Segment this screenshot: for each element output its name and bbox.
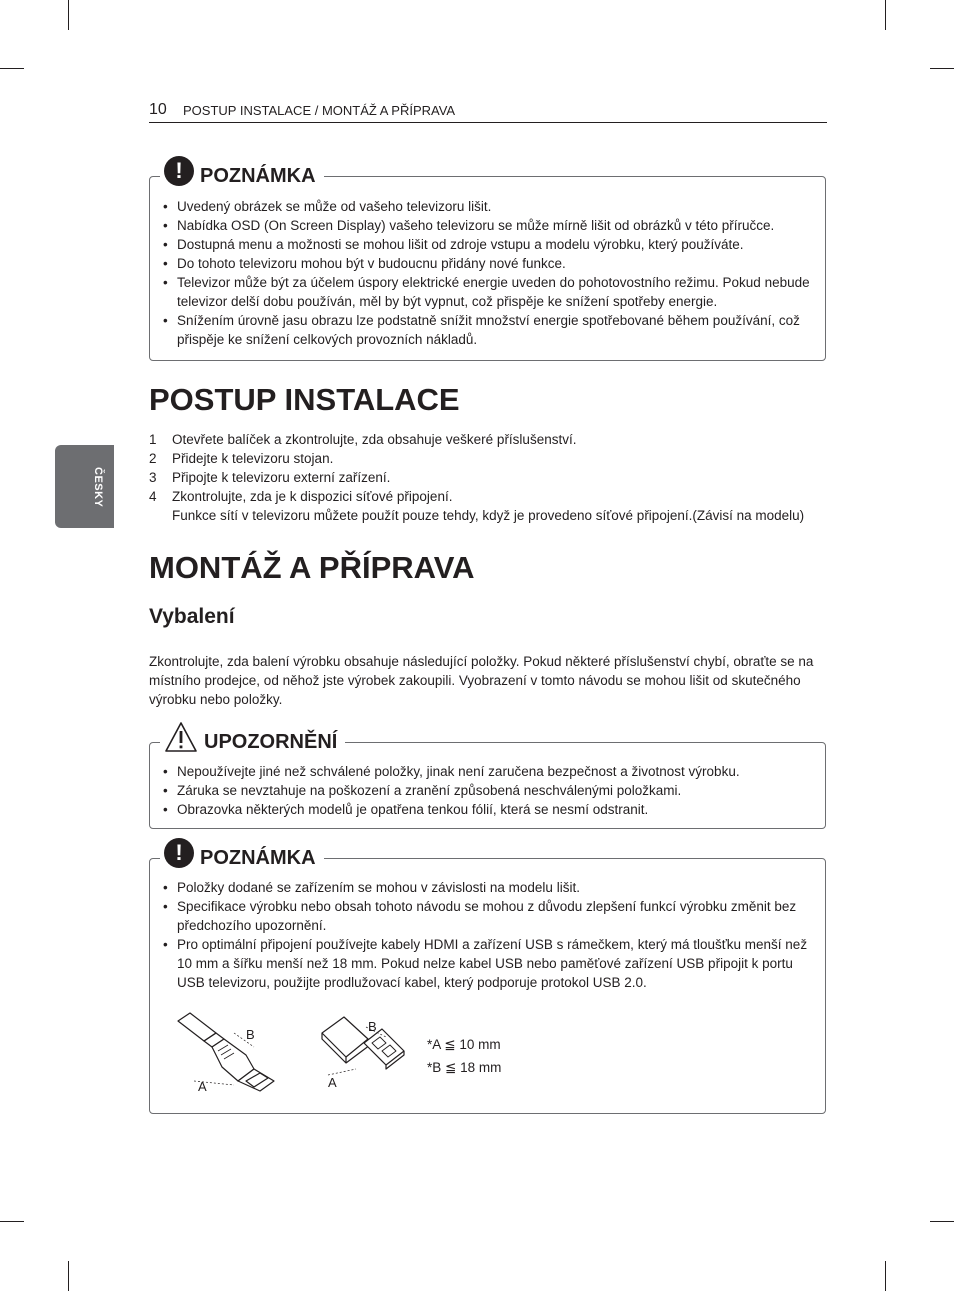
list-item: • Záruka se nevztahuje na poškození a zranění způsobená neschválenými položkami. (163, 781, 815, 800)
step-text: Připojte k televizoru externí zařízení. (172, 470, 391, 485)
note-box (149, 840, 826, 1114)
hdmi-connector-illustration (174, 1011, 294, 1093)
list-item (149, 468, 839, 487)
list-item (149, 430, 839, 449)
page-header (149, 100, 827, 123)
note-header (160, 153, 324, 187)
list-item (149, 506, 839, 525)
caution-header (160, 719, 345, 753)
note-header (160, 835, 324, 869)
exclamation-circle-icon: ! (164, 838, 194, 868)
step-note: Funkce sítí v televizoru můžete použít pouze tehdy, když je provedeno síťové připojení.(Závisí na modelu) (172, 508, 805, 523)
crop-mark (930, 68, 954, 69)
page-number: 10 (149, 101, 167, 118)
list-item: • Do tohoto televizoru mohou být v budoucnu přidány nové funkce. (163, 254, 815, 273)
note-title: POZNÁMKA (200, 847, 316, 869)
crop-mark (885, 1261, 886, 1291)
list-item: • Nabídka OSD (On Screen Display) vašeho televizoru se může mírně lišit od obrázků v této příručce. (163, 216, 815, 235)
list-item: • Dostupná menu a možnosti se mohou lišit od zdroje vstupu a modelu výrobku, který používáte. (163, 235, 815, 254)
step-text: Přidejte k televizoru stojan. (172, 451, 334, 466)
language-tab-label: ČESKY (92, 467, 104, 508)
caution-title: UPOZORNĚNÍ (204, 731, 338, 753)
install-steps (149, 430, 839, 525)
note-box (149, 158, 826, 361)
list-item (149, 449, 839, 468)
list-item (149, 487, 839, 506)
crop-mark (0, 68, 24, 69)
section-title-assembly: MONTÁŽ A PŘÍPRAVA (149, 550, 475, 585)
running-head: POSTUP INSTALACE / MONTÁŽ A PŘÍPRAVA (183, 103, 456, 118)
list-item: • Pro optimální připojení používejte kabely HDMI a zařízení USB s rámečkem, který má tloušťku menší než 10 mm a šířku menší než 18 mm. Pokud nelze kabel USB nebo paměťové zařízení USB připojit k portu USB televizoru, použijte prodlužovací kabel, který podporuje protokol USB 2.0. (163, 935, 815, 992)
crop-mark (68, 1261, 69, 1291)
note-title: POZNÁMKA (200, 165, 316, 187)
list-item: • Specifikace výrobku nebo obsah tohoto návodu se mohou z důvodu zlepšení funkcí výrobku změnit bez předchozího upozornění. (163, 897, 815, 935)
caution-list (163, 762, 815, 819)
dimension-a: *A ≦ 10 mm (427, 1037, 501, 1052)
step-text: Otevřete balíček a zkontrolujte, zda obsahuje veškeré příslušenství. (172, 432, 577, 447)
hdmi-label-b: B (246, 1027, 255, 1042)
list-item: • Nepoužívejte jiné než schválené položky, jinak není zaručena bezpečnost a životnost výrobku. (163, 762, 815, 781)
list-item: • Uvedený obrázek se může od vašeho televizoru lišit. (163, 197, 815, 216)
step-number: 1 (149, 432, 157, 447)
hdmi-label-a: A (198, 1079, 207, 1093)
note-list (163, 197, 815, 349)
usb-label-b: B (368, 1019, 377, 1034)
caution-box (149, 731, 826, 829)
usb-label-a: A (328, 1075, 337, 1090)
dimension-notes (427, 1033, 501, 1079)
dimension-b: *B ≦ 18 mm (427, 1060, 502, 1075)
list-item: • Televizor může být za účelem úspory elektrické energie uveden do pohotovostního režimu. Pokud nebude televizor delší dobu používán, měl by být vypnut, což přispěje ke snížení spotřeby energie. (163, 273, 815, 311)
crop-mark (68, 0, 69, 30)
exclamation-circle-icon: ! (164, 156, 194, 186)
language-tab (55, 445, 114, 528)
step-number: 3 (149, 470, 157, 485)
note-list (163, 878, 815, 992)
crop-mark (0, 1221, 24, 1222)
subsection-title: Vybalení (149, 605, 235, 628)
warning-triangle-icon (164, 721, 198, 753)
intro-paragraph: Zkontrolujte, zda balení výrobku obsahuje následující položky. Pokud některé příslušenství chybí, obraťte se na místního prodejce, od něhož jste výrobek zakoupili. Vyobrazení v tomto návodu se mohou lišit od skutečného výrobku nebo položky. (149, 654, 814, 707)
list-item: • Položky dodané se zařízením se mohou v závislosti na modelu lišit. (163, 878, 815, 897)
list-item: • Obrazovka některých modelů je opatřena tenkou fólií, která se nesmí odstranit. (163, 800, 815, 819)
step-text: Zkontrolujte, zda je k dispozici síťové připojení. (172, 489, 453, 504)
crop-mark (885, 0, 886, 30)
step-number: 4 (149, 489, 157, 504)
step-number: 2 (149, 451, 157, 466)
list-item: • Snížením úrovně jasu obrazu lze podstatně snížit množství energie spotřebované během používání, což přispěje ke snížení celkových provozních nákladů. (163, 311, 815, 349)
section-title-install: POSTUP INSTALACE (149, 382, 460, 417)
crop-mark (930, 1221, 954, 1222)
usb-stick-illustration (316, 1009, 426, 1093)
